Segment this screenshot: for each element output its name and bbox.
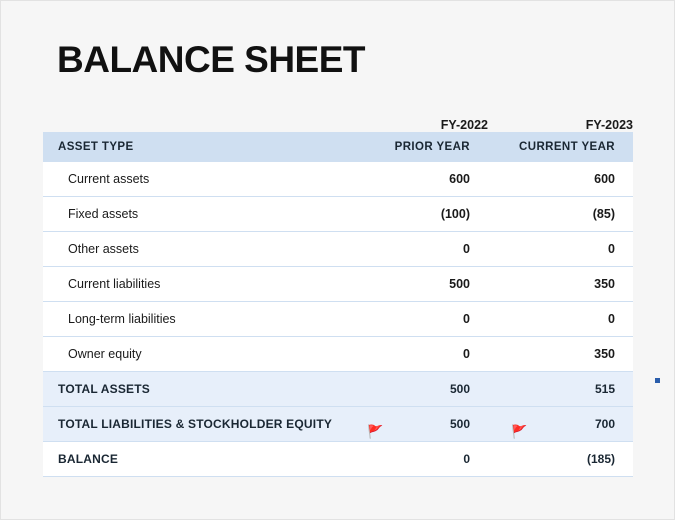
row-prior-value: 0	[343, 232, 488, 267]
row-current-value: 350	[488, 337, 633, 372]
row-label: Fixed assets	[43, 197, 343, 232]
row-label: Current liabilities	[43, 267, 343, 302]
row-label: Other assets	[43, 232, 343, 267]
red-flag-icon: 🚩	[511, 424, 528, 439]
row-current-value: 700	[488, 407, 633, 442]
row-prior-value: 0	[343, 442, 488, 477]
balance-row[interactable]	[43, 442, 633, 477]
year-header-current: FY-2023	[585, 118, 633, 132]
page-title: BALANCE SHEET	[57, 39, 366, 80]
row-current-value: 0	[488, 302, 633, 337]
table-row[interactable]	[43, 162, 633, 197]
column-header-row	[43, 132, 633, 162]
resize-handle[interactable]	[655, 378, 660, 383]
table-row[interactable]	[43, 337, 633, 372]
row-prior-value: 500	[343, 372, 488, 407]
year-header-prior: FY-2022	[440, 118, 488, 132]
row-prior-value: 0	[343, 337, 488, 372]
row-prior-value: 0	[343, 302, 488, 337]
table-row[interactable]	[43, 197, 633, 232]
row-label: Current assets	[43, 162, 343, 197]
table-row[interactable]	[43, 232, 633, 267]
total-assets-row[interactable]	[43, 372, 633, 407]
year-header-row	[43, 106, 633, 132]
row-prior-value: 500	[343, 407, 488, 442]
slide-content	[29, 23, 646, 497]
table-row[interactable]	[43, 302, 633, 337]
row-prior-value: (100)	[343, 197, 488, 232]
column-header-current-year: CURRENT YEAR	[488, 132, 633, 162]
green-flag-icon: 🚩	[367, 424, 384, 439]
balance-sheet-table[interactable]	[43, 106, 633, 477]
column-header-prior-year: PRIOR YEAR	[343, 132, 488, 162]
row-current-value: (185)	[488, 442, 633, 477]
row-prior-value: 600	[343, 162, 488, 197]
row-current-value: 0	[488, 232, 633, 267]
row-current-value: (85)	[488, 197, 633, 232]
row-label: Owner equity	[43, 337, 343, 372]
year-header-spacer	[43, 106, 343, 132]
row-label: Long-term liabilities	[43, 302, 343, 337]
row-current-value: 515	[488, 372, 633, 407]
row-prior-value: 500	[343, 267, 488, 302]
table-row[interactable]	[43, 267, 633, 302]
table-body	[43, 106, 633, 477]
column-header-asset-type: ASSET TYPE	[43, 132, 343, 162]
row-label: TOTAL LIABILITIES & STOCKHOLDER EQUITY	[43, 407, 343, 442]
total-liabilities-equity-row[interactable]	[43, 407, 633, 442]
row-label: TOTAL ASSETS	[43, 372, 343, 407]
row-current-value: 350	[488, 267, 633, 302]
row-label: BALANCE	[43, 442, 343, 477]
row-current-value: 600	[488, 162, 633, 197]
